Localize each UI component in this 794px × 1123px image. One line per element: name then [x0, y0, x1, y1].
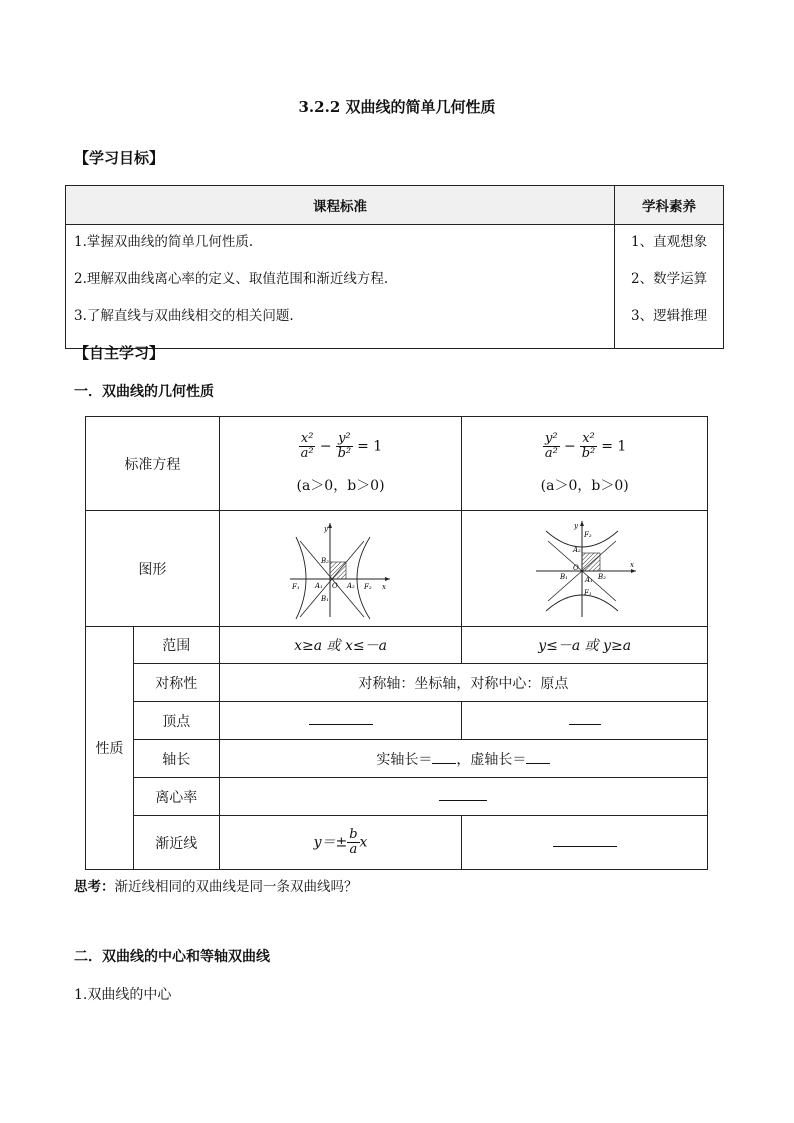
- page-title: 3.2.2 双曲线的简单几何性质: [298, 98, 496, 116]
- col-header-literacy: 学科素养: [615, 186, 724, 225]
- imaginary-axis-blank[interactable]: [526, 763, 550, 764]
- row-label-vertex: 顶点: [133, 702, 219, 740]
- row-label-eccentricity: 离心率: [133, 778, 219, 816]
- row-label-asymptote: 渐近线: [133, 816, 219, 870]
- vertical-hyperbola-graph: [530, 519, 640, 619]
- row-label-properties: 性质: [86, 627, 134, 870]
- vertex-a2-label: A₂: [346, 581, 355, 590]
- vertex-b1-label: B₁: [559, 572, 568, 581]
- learning-goals-heading: 【学习目标】: [74, 149, 165, 167]
- section2-heading: 二．双曲线的中心和等轴双曲线: [74, 949, 270, 965]
- vertex-a1-label: A₁: [584, 575, 593, 584]
- learning-goals-table: [65, 185, 724, 349]
- graph-horizontal-cell: [219, 511, 462, 627]
- equation-condition: (a＞0，b＞0): [540, 478, 629, 494]
- vertex-a1-label: A₁: [314, 581, 323, 590]
- vertex-horizontal-blank: [219, 702, 462, 740]
- eccentricity-blank[interactable]: [439, 800, 487, 801]
- real-axis-blank[interactable]: [432, 763, 456, 764]
- asymptote-vertical-blank-cell: [462, 816, 708, 870]
- focus-f1-label: F₁: [291, 582, 300, 591]
- standard-item: 1.掌握双曲线的简单几何性质.: [74, 234, 254, 250]
- standards-cell: [66, 225, 615, 349]
- equation-horizontal: $\frac{\text{x²}}{\text{a²}}$ − $\frac{\text{y²}}{\text{b²}}$ = 1 (a＞0，b＞0): [219, 417, 462, 511]
- answer-blank[interactable]: [309, 724, 373, 725]
- row-label-symmetry: 对称性: [133, 664, 219, 702]
- focus-f2-label: F₂: [363, 582, 372, 591]
- col-header-standard: 课程标准: [66, 186, 615, 225]
- vertex-a2-label: A₂: [572, 545, 581, 554]
- literacy-item: 2、数学运算: [631, 271, 708, 287]
- equation-condition: (a＞0，b＞0): [296, 478, 385, 494]
- horizontal-hyperbola-graph: [286, 519, 396, 619]
- answer-blank[interactable]: [569, 724, 601, 725]
- vertex-b1-label: B₁: [320, 594, 329, 603]
- vertex-b2-label: B₂: [597, 572, 606, 581]
- axis-x-label: x: [381, 582, 386, 591]
- vertex-vertical-blank: [462, 702, 708, 740]
- standard-item: 2.理解双曲线离心率的定义、取值范围和渐近线方程.: [74, 271, 389, 287]
- self-study-heading: 【自主学习】: [74, 344, 165, 362]
- symmetry-value: 对称轴：坐标轴，对称中心：原点: [219, 664, 707, 702]
- asymptote-horizontal: y＝± $\frac{b}{a}$ x: [219, 816, 462, 870]
- origin-label: O: [572, 563, 579, 572]
- eccentricity-blank-cell: [219, 778, 707, 816]
- section1-heading: 一．双曲线的几何性质: [74, 384, 214, 400]
- graph-vertical-cell: [462, 511, 708, 627]
- axis-length-value: 实轴长＝ ，虚轴长＝: [219, 740, 707, 778]
- vertex-b2-label: B₂: [320, 556, 329, 565]
- focus-f2-label: F₂: [583, 530, 592, 539]
- range-vertical: y≤－a 或 y≥a: [462, 627, 708, 664]
- row-label-equation: 标准方程: [86, 417, 220, 511]
- standard-item: 3.了解直线与双曲线相交的相关问题.: [74, 308, 294, 324]
- row-label-axis: 轴长: [133, 740, 219, 778]
- literacy-item: 1、直观想象: [631, 234, 708, 250]
- axis-y-label: y: [323, 524, 328, 533]
- think-question: 思考：渐近线相同的双曲线是同一条双曲线吗？: [74, 879, 358, 895]
- axis-y-label: y: [573, 521, 578, 530]
- origin-label: O: [331, 581, 338, 590]
- literacy-cell: [615, 225, 724, 349]
- range-horizontal: x≥a 或 x≤－a: [219, 627, 462, 664]
- section2-item1: 1.双曲线的中心: [74, 987, 172, 1003]
- focus-f1-label: F₁: [583, 588, 592, 597]
- hyperbola-properties-table: [85, 416, 708, 870]
- asymptote-blank[interactable]: [553, 846, 617, 847]
- row-label-range: 范围: [133, 627, 219, 664]
- literacy-item: 3、逻辑推理: [631, 308, 708, 324]
- equation-vertical: $\frac{\text{y²}}{\text{a²}}$ − $\frac{\text{x²}}{\text{b²}}$ = 1 (a＞0，b＞0): [462, 417, 708, 511]
- axis-x-label: x: [629, 560, 634, 569]
- row-label-graph: 图形: [86, 511, 220, 627]
